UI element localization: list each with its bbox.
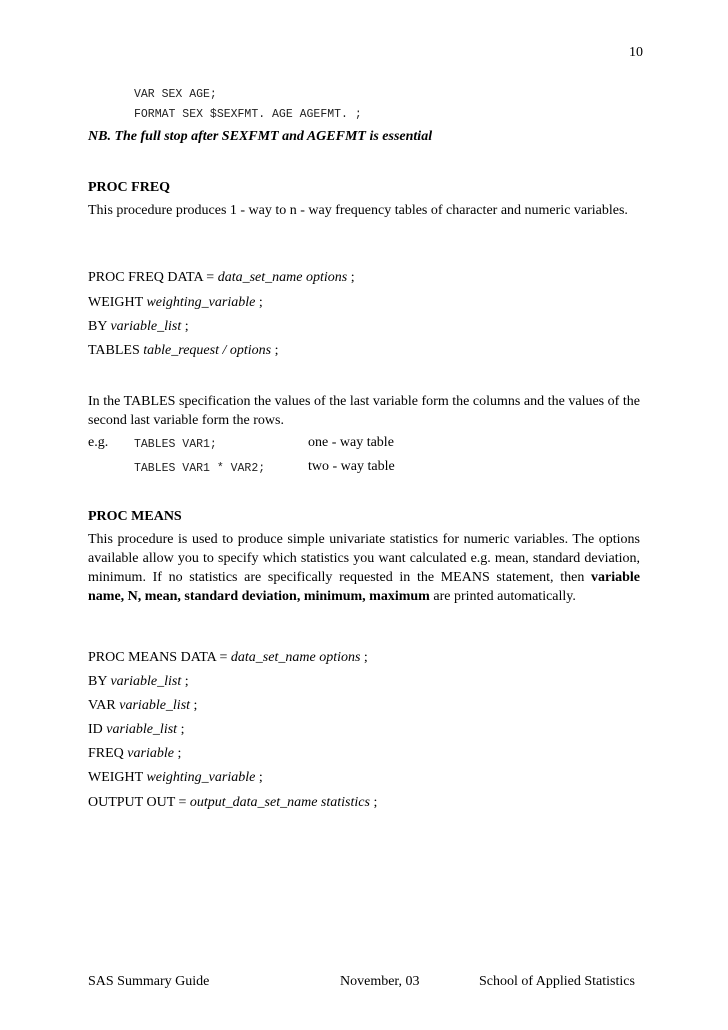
- freq-syntax-line: [88, 295, 263, 311]
- syntax-keyword: TABLES: [88, 343, 144, 358]
- example-description: one - way table: [308, 435, 394, 450]
- tables-note: In the TABLES specification the values of the last variable form the columns and the values of the second last variable form the rows.: [88, 394, 640, 428]
- proc-freq-heading: PROC FREQ: [88, 180, 171, 195]
- freq-syntax-line: [88, 343, 278, 359]
- syntax-terminator: ;: [347, 270, 355, 285]
- syntax-argument: variable_list: [119, 698, 191, 713]
- example-code: TABLES VAR1;: [134, 438, 217, 451]
- syntax-argument: variable: [127, 746, 174, 761]
- syntax-terminator: ;: [369, 795, 378, 810]
- syntax-argument: weighting_variable: [146, 295, 256, 310]
- syntax-terminator: ;: [190, 698, 198, 713]
- syntax-keyword: WEIGHT: [88, 295, 147, 310]
- syntax-terminator: ;: [173, 746, 182, 761]
- syntax-argument: data_set_name options: [230, 650, 361, 665]
- page-number: 10: [629, 45, 643, 60]
- code-line-var: VAR SEX AGE;: [134, 88, 217, 101]
- proc-freq-description: This procedure produces 1 - way to n - way frequency tables of character and numeric variables.: [88, 203, 628, 218]
- syntax-terminator: ;: [271, 343, 279, 358]
- syntax-terminator: ;: [255, 770, 263, 785]
- syntax-argument: data_set_name options: [217, 270, 348, 285]
- syntax-argument: weighting_variable: [146, 770, 256, 785]
- syntax-terminator: ;: [255, 295, 263, 310]
- syntax-keyword: FREQ: [88, 746, 128, 761]
- means-syntax-line: [88, 674, 189, 690]
- proc-means-heading: PROC MEANS: [88, 509, 182, 524]
- footer-center: November, 03: [340, 974, 420, 989]
- example-code: TABLES VAR1 * VAR2;: [134, 462, 266, 475]
- example-description: two - way table: [308, 459, 395, 474]
- syntax-terminator: ;: [177, 722, 185, 737]
- means-desc-text: This procedure is used to produce simple univariate statistics for numeric variables. The options available allow you to specify which statistics you want calculated e.g. mean, standard deviation, minimum. If no statistics are specifically requested in the MEANS statement, then: [88, 532, 640, 585]
- footer-right: School of Applied Statistics: [479, 974, 635, 989]
- freq-syntax-line: [88, 319, 189, 335]
- means-syntax-line: [88, 746, 181, 762]
- syntax-argument: variable_list: [110, 674, 182, 689]
- syntax-terminator: ;: [181, 674, 189, 689]
- freq-syntax-line: [88, 270, 355, 286]
- syntax-keyword: PROC MEANS DATA =: [88, 650, 231, 665]
- means-syntax-line: [88, 722, 184, 738]
- footer-left: SAS Summary Guide: [88, 974, 210, 989]
- syntax-terminator: ;: [360, 650, 368, 665]
- syntax-keyword: PROC FREQ DATA =: [88, 270, 218, 285]
- syntax-argument: variable_list: [110, 319, 182, 334]
- proc-means-description: [88, 530, 640, 606]
- means-desc-text-end: are printed automatically.: [429, 589, 576, 604]
- means-desc-emphasis: variable name, N, mean, standard deviation, minimum, maximum: [88, 570, 640, 604]
- syntax-argument: variable_list: [106, 722, 178, 737]
- syntax-keyword: WEIGHT: [88, 770, 147, 785]
- syntax-keyword: ID: [88, 722, 107, 737]
- code-line-format: FORMAT SEX $SEXFMT. AGE AGEFMT. ;: [134, 108, 362, 121]
- format-note: NB. The full stop after SEXFMT and AGEFMT is essential: [88, 129, 433, 144]
- syntax-keyword: BY: [88, 674, 111, 689]
- syntax-argument: output_data_set_name statistics: [189, 795, 370, 810]
- syntax-keyword: OUTPUT OUT =: [88, 795, 190, 810]
- means-syntax-line: [88, 770, 263, 786]
- means-syntax-line: [88, 795, 377, 811]
- syntax-keyword: BY: [88, 319, 111, 334]
- syntax-terminator: ;: [181, 319, 189, 334]
- syntax-argument: table_request / options: [143, 343, 272, 358]
- means-syntax-line: [88, 698, 197, 714]
- eg-label: e.g.: [88, 435, 109, 450]
- means-syntax-line: [88, 650, 368, 666]
- syntax-keyword: VAR: [88, 698, 120, 713]
